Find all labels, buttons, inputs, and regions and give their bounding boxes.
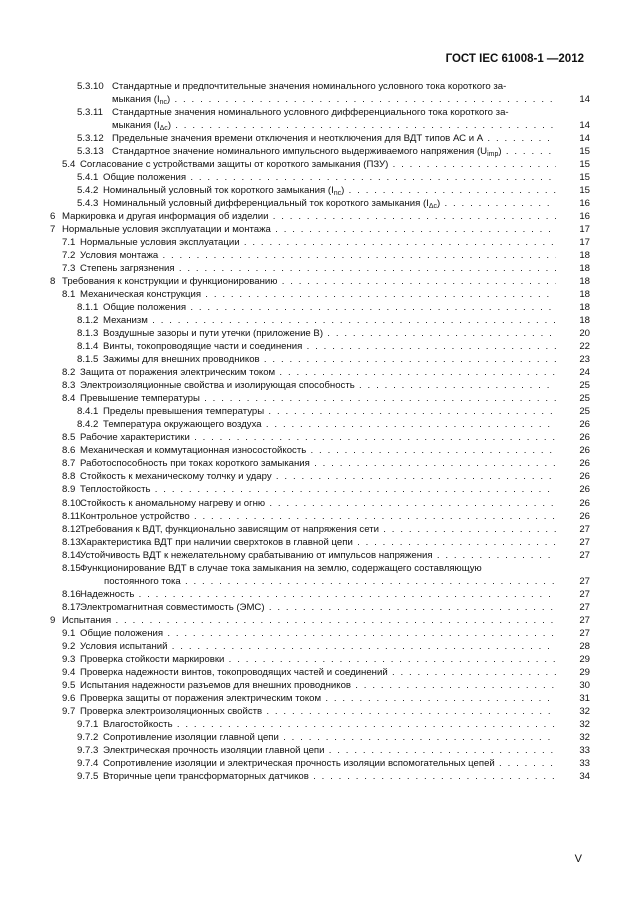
toc-entry-number: 9.4 — [62, 666, 76, 678]
toc-entry[interactable] — [50, 197, 590, 210]
toc-entry-page: 27 — [579, 601, 590, 613]
toc-entry[interactable] — [50, 288, 590, 301]
toc-entry[interactable] — [50, 405, 590, 418]
toc-entry-number: 7.2 — [62, 250, 76, 262]
toc-entry-page: 27 — [579, 588, 590, 600]
toc-entry[interactable] — [50, 549, 590, 562]
toc-entry-title-text: Условия испытаний — [80, 640, 168, 652]
toc-entry-title-text: Механическая и коммутационная износостойкость — [80, 445, 307, 457]
toc-entry[interactable] — [50, 510, 590, 523]
toc-entry-page: 27 — [579, 627, 590, 639]
toc-entry-title-text: Воздушные зазоры и пути утечки (приложение В) — [103, 328, 324, 340]
toc-entry-number: 5.4.2 — [77, 185, 99, 197]
toc-entry-title — [62, 223, 556, 236]
toc-entry[interactable] — [50, 184, 590, 197]
toc-entry-number: 8.1.3 — [77, 328, 99, 340]
toc-entry[interactable] — [50, 353, 590, 366]
toc-entry-title — [103, 340, 556, 353]
toc-entry-title-tail: ) — [437, 198, 441, 210]
toc-entry-title-text: Надежность — [80, 588, 135, 600]
toc-entry-page: 26 — [579, 497, 590, 509]
toc-entry-title-text: Сопротивление изоляции главной цепи — [103, 731, 279, 743]
toc-entry[interactable] — [50, 627, 590, 640]
toc-entry-title — [80, 457, 556, 470]
toc-entry-number: 9.2 — [62, 640, 76, 652]
toc-entry-title — [103, 770, 556, 783]
toc-entry-title — [80, 679, 556, 692]
toc-entry-title-text: Общие положения — [103, 172, 187, 184]
toc-entry-title — [80, 483, 556, 496]
toc-entry-page: 29 — [579, 653, 590, 665]
toc-entry[interactable] — [50, 314, 590, 327]
toc-entry-title-text: Электрическая прочность изоляции главной цепи — [103, 744, 325, 756]
toc-entry-page: 26 — [579, 419, 590, 431]
toc-entry[interactable] — [50, 744, 590, 757]
toc-entry-title-text: Контрольное устройство — [80, 510, 190, 522]
toc-entry[interactable] — [50, 470, 590, 483]
toc-entry[interactable] — [50, 483, 590, 496]
toc-entry-title-text: Стойкость к механическому толчку и удару — [80, 471, 272, 483]
toc-entry-page: 28 — [579, 640, 590, 652]
toc-entry-number: 6 — [50, 211, 56, 223]
toc-entry-title — [80, 510, 556, 523]
toc-entry-title-text: Защита от поражения электрическим током — [80, 367, 276, 379]
toc-entry-title — [103, 171, 556, 184]
toc-entry-page: 18 — [579, 250, 590, 262]
toc-entry-title — [103, 301, 556, 314]
toc-entry[interactable] — [50, 705, 590, 718]
toc-entry-title — [80, 601, 556, 614]
toc-entry-title-text: Требования к ВДТ, функционально зависящим от напряжения сети — [80, 523, 379, 535]
toc-entry-title — [112, 145, 556, 158]
toc-entry[interactable] — [50, 171, 590, 184]
toc-entry-title-text: Характеристика ВДТ при наличии сверхтоков в главной цепи — [80, 536, 353, 548]
toc-entry-title — [103, 418, 556, 431]
toc-entry[interactable] — [50, 379, 590, 392]
toc-entry-number: 8.13 — [62, 536, 81, 548]
toc-entry[interactable] — [50, 588, 590, 601]
toc-entry-title-text: Испытания — [62, 614, 112, 626]
toc-entry-title-text: Рабочие характеристики — [80, 432, 190, 444]
toc-entry-title — [80, 392, 556, 405]
toc-entry-number: 9 — [50, 614, 56, 626]
toc-entry-number: 9.7.5 — [77, 770, 99, 782]
toc-entry-title-text: Степень загрязнения — [80, 263, 175, 275]
toc-entry-number: 8.7 — [62, 458, 76, 470]
toc-entry-title — [62, 210, 556, 223]
toc-entry-number: 8.6 — [62, 445, 76, 457]
toc-entry-subscript: nc — [159, 99, 168, 107]
toc-entry-page: 26 — [579, 432, 590, 444]
toc-entry[interactable] — [50, 431, 590, 444]
toc-entry-page: 26 — [579, 484, 590, 496]
toc-entry-title — [80, 640, 556, 653]
toc-entry-title — [103, 744, 556, 757]
toc-entry-page: 15 — [579, 159, 590, 171]
toc-entry-title — [80, 549, 556, 562]
toc-entry-page: 25 — [579, 380, 590, 392]
toc-entry-number: 9.7 — [62, 705, 76, 717]
toc-entry[interactable] — [50, 301, 590, 314]
toc-entry-page: 15 — [579, 146, 590, 158]
toc-entry-subscript: Δc — [428, 203, 438, 211]
toc-entry-number: 8.17 — [62, 601, 81, 613]
toc-entry[interactable] — [50, 692, 590, 705]
toc-entry-title-text: Нормальные условия эксплуатации — [80, 237, 240, 249]
toc-entry-title-text: мыкания (I — [112, 120, 160, 132]
toc-entry-title — [80, 366, 556, 379]
toc-entry-page: 29 — [579, 666, 590, 678]
toc-entry-number: 9.3 — [62, 653, 76, 665]
toc-entry-title-text: Механизм — [103, 315, 148, 327]
toc-entry-title — [80, 249, 556, 262]
toc-entry-title-text: Стандартное значение номинального импульсного выдерживаемого напряжения (U — [112, 146, 488, 158]
toc-entry-title-text: Пределы превышения температуры — [103, 406, 265, 418]
toc-entry-title — [103, 731, 556, 744]
toc-entry-number: 7 — [50, 224, 56, 236]
toc-entry-title — [112, 119, 556, 132]
toc-entry-number: 9.7.4 — [77, 757, 99, 769]
toc-entry[interactable] — [50, 366, 590, 379]
toc-entry-page: 33 — [579, 757, 590, 769]
toc-entry-title — [80, 379, 556, 392]
toc-entry[interactable] — [50, 262, 590, 275]
toc-entry-page: 27 — [579, 536, 590, 548]
toc-entry-page: 16 — [579, 211, 590, 223]
toc-entry[interactable] — [50, 275, 590, 288]
toc-entry-page: 20 — [579, 328, 590, 340]
toc-entry-number: 5.3.13 — [77, 146, 104, 158]
toc-entry-title-text: Зажимы для внешних проводников — [103, 354, 260, 366]
toc-entry[interactable] — [50, 770, 590, 783]
toc-entry-title — [80, 431, 556, 444]
toc-entry-number: 8.1.2 — [77, 315, 99, 327]
toc-entry-title-text: Проверка защиты от поражения электрическим током — [80, 692, 322, 704]
toc-entry-title-text: Стойкость к аномальному нагреву и огню — [80, 497, 266, 509]
toc-entry-page: 23 — [579, 354, 590, 366]
toc-entry[interactable] — [50, 93, 590, 106]
toc-entry[interactable] — [50, 223, 590, 236]
toc-entry-title — [103, 718, 556, 731]
toc-entry-page: 27 — [579, 523, 590, 535]
toc-entry-title-text: Превышение температуры — [80, 393, 200, 405]
toc-entry-page: 32 — [579, 718, 590, 730]
toc-entry-title-text: Согласование с устройствами защиты от короткого замыкания (ПЗУ) — [80, 159, 389, 171]
toc-entry-page: 17 — [579, 237, 590, 249]
toc-entry-title — [103, 353, 556, 366]
toc-entry-title — [112, 106, 590, 119]
toc-entry[interactable] — [50, 601, 590, 614]
toc-entry-number: 8.4.2 — [77, 419, 99, 431]
toc-entry-number: 8.15 — [62, 562, 81, 574]
toc-entry-title-text: Требования к конструкции и функционированию — [62, 276, 278, 288]
toc-entry-number: 5.4 — [62, 159, 76, 171]
toc-entry-page: 25 — [579, 406, 590, 418]
toc-entry-number: 8.16 — [62, 588, 81, 600]
toc-entry[interactable] — [50, 679, 590, 692]
toc-entry[interactable] — [50, 640, 590, 653]
toc-entry-subscript: imp — [487, 151, 499, 159]
toc-entry-page: 34 — [579, 770, 590, 782]
toc-entry-title-text: Испытания надежности разъемов для внешних проводников — [80, 679, 351, 691]
toc-entry-title-text: Проверка электроизоляционных свойств — [80, 705, 263, 717]
toc-entry-number: 8.1 — [62, 289, 76, 301]
toc-entry[interactable] — [50, 731, 590, 744]
toc-entry-title — [80, 627, 556, 640]
toc-entry-title-tail: ) — [498, 146, 502, 158]
toc-entry-title-text: Проверка надежности винтов, токопроводящих частей и соединений — [80, 666, 388, 678]
toc-entry[interactable] — [50, 523, 590, 536]
toc-entry-title-text: Условия монтажа — [80, 250, 159, 262]
toc-entry-number: 9.7.1 — [77, 718, 99, 730]
toc-entry-title-text: Влагостойкость — [103, 718, 173, 730]
toc-entry[interactable] — [50, 106, 590, 119]
toc-entry[interactable] — [50, 392, 590, 405]
toc-entry-title-text: Стандартные и предпочтительные значения номинального условного тока короткого за- — [112, 81, 507, 92]
toc-entry-title — [80, 444, 556, 457]
toc-entry-title-text: Сопротивление изоляции и электрическая прочность изоляции вспомогательных цепей — [103, 757, 495, 769]
toc-entry-number: 5.3.11 — [77, 107, 103, 119]
toc-entry[interactable] — [50, 666, 590, 679]
toc-entry-title — [103, 757, 556, 770]
toc-entry-page: 14 — [579, 94, 590, 106]
toc-entry[interactable] — [50, 327, 590, 340]
toc-entry-title-text: Механическая конструкция — [80, 289, 202, 301]
toc-entry[interactable] — [50, 536, 590, 549]
toc-entry-number: 8.3 — [62, 380, 76, 392]
toc-entry-title-text: Функционирование ВДТ в случае тока замыкания на землю, содержащего составляющую — [80, 562, 482, 574]
toc-entry-title — [80, 236, 556, 249]
toc-entry-number: 5.3.12 — [77, 133, 104, 145]
toc-entry-title-tail: ) — [167, 120, 172, 132]
toc-entry-page: 26 — [579, 510, 590, 522]
toc-entry-page: 30 — [579, 679, 590, 691]
toc-entry-page: 22 — [579, 341, 590, 353]
toc-entry-page: 32 — [579, 705, 590, 717]
toc-entry[interactable] — [50, 145, 590, 158]
toc-entry-page: 25 — [579, 393, 590, 405]
toc-entry-title-text: Общие положения — [103, 302, 187, 314]
toc-entry[interactable] — [50, 757, 590, 770]
toc-entry-title — [80, 497, 556, 510]
toc-entry-number: 8.5 — [62, 432, 76, 444]
toc-entry[interactable] — [50, 457, 590, 470]
toc-entry-title-text: Стандартные значения номинального условного дифференциального тока короткого за- — [112, 107, 509, 119]
toc-entry-title-text: мыкания (I — [112, 94, 160, 106]
toc-entry-title-text: Электроизоляционные свойства и изолирующая способность — [80, 380, 355, 392]
toc-entry-page: 26 — [579, 445, 590, 457]
toc-entry-page: 17 — [579, 224, 590, 236]
toc-entry-page: 27 — [579, 614, 590, 626]
toc-entry-subscript: Δc — [159, 125, 168, 133]
toc-entry-number: 8.4.1 — [77, 406, 99, 418]
toc-entry-number: 8.1.1 — [77, 302, 99, 314]
toc-entry-title-text: Теплостойкость — [80, 484, 151, 496]
toc-entry-number: 8.10 — [62, 497, 81, 509]
toc-entry[interactable] — [50, 80, 590, 93]
toc-entry-title — [62, 275, 556, 288]
toc-entry[interactable] — [50, 418, 590, 431]
toc-entry-title — [80, 262, 556, 275]
page-number-footer: V — [574, 853, 582, 865]
toc-entry-title-text: Предельные значения времени отключения и неотключения для ВДТ типов АС и А — [112, 133, 484, 145]
toc-entry-number: 5.3.10 — [77, 81, 104, 92]
toc-entry-title — [80, 158, 556, 171]
toc-entry[interactable] — [50, 497, 590, 510]
toc-entry-title-text: Маркировка и другая информация об изделии — [62, 211, 269, 223]
toc-entry[interactable] — [50, 575, 590, 588]
toc-entry-number: 7.3 — [62, 263, 76, 275]
toc-entry-title — [80, 470, 556, 483]
toc-entry[interactable] — [50, 119, 590, 132]
toc-entry-title — [80, 666, 556, 679]
toc-entry-title-tail: ) — [341, 185, 345, 197]
toc-entry-page: 15 — [579, 185, 590, 197]
toc-entry-number: 8 — [50, 276, 56, 288]
toc-entry-title-text: постоянного тока — [104, 575, 181, 587]
toc-entry[interactable] — [50, 132, 590, 145]
toc-entry-title-text: Электромагнитная совместимость (ЭМС) — [80, 601, 265, 613]
toc-entry-number: 8.4 — [62, 393, 76, 405]
toc-entry-page: 26 — [579, 458, 590, 470]
toc-entry[interactable] — [50, 718, 590, 731]
toc-entry-number: 8.11 — [62, 510, 80, 522]
toc-entry-title-text: Номинальный условный ток короткого замыкания (I — [103, 185, 334, 197]
toc-entry-page: 15 — [579, 172, 590, 184]
toc-entry-title-text: Вторичные цепи трансформаторных датчиков — [103, 770, 309, 782]
toc-entry-number: 9.6 — [62, 692, 76, 704]
toc-entry-title-text: Устойчивость ВДТ к нежелательному срабатыванию от импульсов напряжения — [80, 549, 433, 561]
toc-entry[interactable] — [50, 653, 590, 666]
toc-entry-page: 18 — [579, 289, 590, 301]
toc-entry-title — [103, 197, 556, 210]
toc-entry-subscript: nc — [333, 190, 342, 198]
toc-entry-title-text: Нормальные условия эксплуатации и монтажа — [62, 224, 271, 236]
toc-entry-number: 5.4.1 — [77, 172, 99, 184]
toc-entry-page: 26 — [579, 471, 590, 483]
toc-entry-title — [80, 523, 556, 536]
toc-entry-title — [80, 653, 556, 666]
toc-entry-title — [80, 288, 556, 301]
toc-entry-title — [80, 705, 556, 718]
toc-entry-page: 27 — [579, 549, 590, 561]
toc-entry-page: 18 — [579, 276, 590, 288]
toc-entry-page: 31 — [579, 692, 590, 704]
toc-entry[interactable] — [50, 210, 590, 223]
toc-entry-page: 18 — [579, 315, 590, 327]
toc-entry-title-text: Общие положения — [80, 627, 164, 639]
toc-entry-number: 8.2 — [62, 367, 76, 379]
toc-entry-title — [80, 562, 590, 575]
toc-entry-number: 8.14 — [62, 549, 81, 561]
toc-entry-title — [103, 314, 556, 327]
toc-entry-number: 8.8 — [62, 471, 76, 483]
toc-entry-title — [103, 405, 556, 418]
toc-entry-number: 8.1.4 — [77, 341, 99, 353]
toc-entry-title — [62, 614, 556, 627]
toc-entry-page: 14 — [579, 120, 590, 132]
toc-entry-title-text: Работоспособность при токах короткого замыкания — [80, 458, 310, 470]
toc-entry-page: 18 — [579, 302, 590, 314]
toc-entry-page: 14 — [579, 133, 590, 145]
toc-entry[interactable] — [50, 614, 590, 627]
toc-entry-number: 9.7.2 — [77, 731, 99, 743]
toc-entry[interactable] — [50, 249, 590, 262]
toc-entry-title-tail: ) — [167, 94, 171, 106]
toc-entry[interactable] — [50, 444, 590, 457]
toc-entry-page: 33 — [579, 744, 590, 756]
table-of-contents — [50, 80, 590, 783]
toc-entry-number: 5.4.3 — [77, 198, 99, 210]
toc-entry-number: 8.1.5 — [77, 354, 99, 366]
toc-entry-title — [112, 80, 590, 93]
toc-entry-title-text: Проверка стойкости маркировки — [80, 653, 225, 665]
toc-entry-title — [104, 575, 556, 588]
toc-entry-title — [112, 93, 556, 106]
toc-entry-title — [112, 132, 556, 145]
toc-entry-page: 24 — [579, 367, 590, 379]
toc-entry-number: 9.5 — [62, 679, 76, 691]
toc-entry-page: 16 — [579, 198, 590, 210]
toc-entry-page: 27 — [579, 575, 590, 587]
toc-entry-number: 8.9 — [62, 484, 76, 496]
toc-entry[interactable] — [50, 340, 590, 353]
document-header: ГОСТ IEC 61008-1 —2012 — [445, 53, 584, 65]
toc-entry-title-text: Винты, токопроводящие части и соединения — [103, 341, 303, 353]
toc-entry-title — [80, 692, 556, 705]
toc-entry-number: 9.7.3 — [77, 744, 99, 756]
toc-entry-page: 18 — [579, 263, 590, 275]
toc-entry-title — [80, 588, 556, 601]
toc-entry[interactable] — [50, 158, 590, 171]
toc-entry-title — [80, 536, 556, 549]
toc-entry-page: 32 — [579, 731, 590, 743]
toc-entry-number: 8.12 — [62, 523, 81, 535]
toc-entry-number: 9.1 — [62, 627, 76, 639]
toc-entry-title-text: Температура окружающего воздуха — [103, 419, 262, 431]
toc-entry-title — [103, 327, 556, 340]
toc-entry-number: 7.1 — [62, 237, 76, 249]
toc-entry-title-text: Номинальный условный дифференциальный ток короткого замыкания (I — [103, 198, 429, 210]
toc-entry[interactable] — [50, 562, 590, 575]
toc-entry-title — [103, 184, 556, 197]
toc-entry[interactable] — [50, 236, 590, 249]
